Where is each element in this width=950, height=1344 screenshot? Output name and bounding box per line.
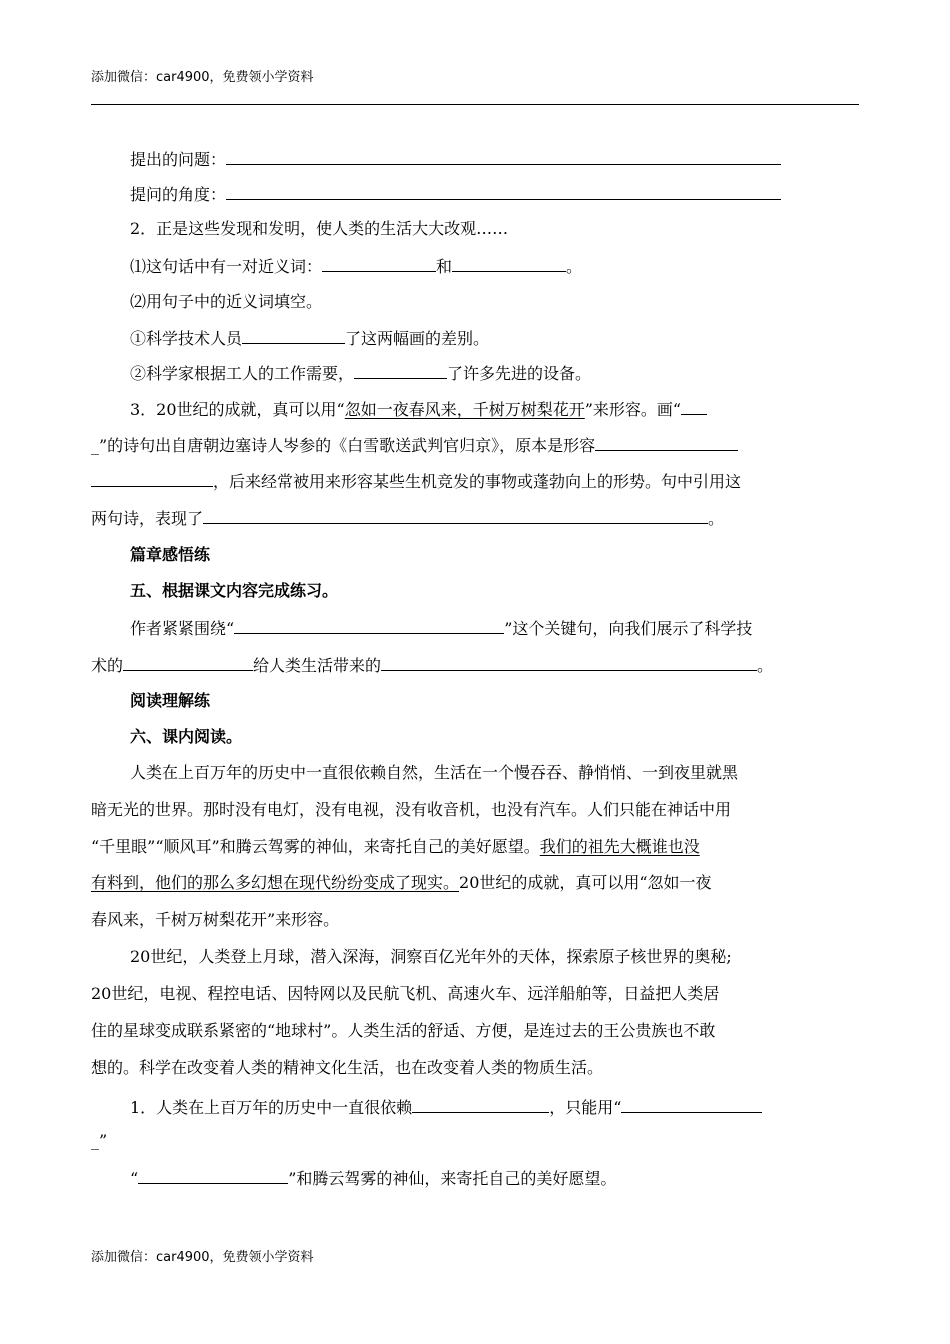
label: 。 xyxy=(708,509,725,528)
answer-blank[interactable] xyxy=(123,654,253,671)
q2-1 xyxy=(130,255,582,278)
label: ①科学技术人员 xyxy=(130,329,243,348)
reading-line: 想的。科学在改变着人类的精神文化生活，也在改变着人类的物质生活。 xyxy=(91,1058,604,1077)
answer-blank[interactable] xyxy=(91,470,213,487)
reading-line: 暗无光的世界。那时没有电灯，没有电视，没有收音机，也没有汽车。人们只能在神话中用 xyxy=(91,800,732,819)
angle-line xyxy=(130,183,781,206)
label: ，后来经常被用来形容某些生机竞发的事物或蓬勃向上的形势。句中引用这 xyxy=(213,472,742,491)
question-line xyxy=(130,148,781,171)
label: 20世纪的成就，真可以用“忽如一夜 xyxy=(459,873,712,892)
label: 给人类生活带来的 xyxy=(253,656,382,675)
label: 和 xyxy=(436,257,453,276)
header-rule xyxy=(91,104,859,105)
underlined-poem: 忽如一夜春风来，千树万树梨花开 xyxy=(344,400,585,419)
label: 作者紧紧围绕“ xyxy=(130,619,235,638)
answer-blank[interactable] xyxy=(412,1096,549,1113)
p5-line2 xyxy=(91,654,773,677)
answer-blank[interactable] xyxy=(203,507,708,524)
reading-line: 20世纪，电视、程控电话、因特网以及民航飞机、高速火车、远洋船舶等，日益把人类居 xyxy=(91,984,720,1003)
answer-blank[interactable] xyxy=(595,434,738,451)
reading-line: 住的星球变成联系紧密的“地球村”。人类生活的舒适、方便，是连过去的王公贵族也不敢 xyxy=(91,1021,716,1040)
label: 提问的角度： xyxy=(130,185,227,204)
answer-blank[interactable] xyxy=(681,398,707,415)
reading-line: 春风来，千树万树梨花开”来形容。 xyxy=(91,910,340,929)
reading-line: 20世纪，人类登上月球，潜入深海，洞察百亿光年外的天体，探索原子核世界的奥秘; xyxy=(130,947,732,966)
q3-line4 xyxy=(91,507,724,530)
label: 了这两幅画的差别。 xyxy=(345,329,490,348)
q2-2a xyxy=(130,327,489,350)
answer-blank[interactable] xyxy=(621,1096,762,1113)
answer-blank[interactable] xyxy=(138,1167,288,1184)
q1-line2: _” xyxy=(91,1131,108,1150)
label: ”这个关键句，向我们展示了科学技 xyxy=(504,619,753,638)
underlined-sentence: 有料到，他们的那么多幻想在现代纷纷变成了现实。 xyxy=(91,873,460,892)
answer-blank[interactable] xyxy=(226,183,781,200)
label: “千里眼”“顺风耳”和腾云驾雾的神仙，来寄托自己的美好愿望。 xyxy=(91,837,540,856)
label: 1．人类在上百万年的历史中一直很依赖 xyxy=(130,1098,413,1117)
label: ②科学家根据工人的工作需要， xyxy=(130,364,355,383)
page-header: 添加微信：car4900，免费领小学资料 xyxy=(91,70,314,85)
label: 了许多先进的设备。 xyxy=(447,364,592,383)
answer-blank[interactable] xyxy=(322,255,436,272)
reading-line: 人类在上百万年的历史中一直很依赖自然，生活在一个慢吞吞、静悄悄、一到夜里就黑 xyxy=(130,763,739,782)
label: 3．20世纪的成就，真可以用“ xyxy=(130,400,345,419)
q1-line3 xyxy=(130,1167,616,1190)
label: 术的 xyxy=(91,656,124,675)
answer-blank[interactable] xyxy=(354,362,447,379)
label: 。 xyxy=(757,656,774,675)
answer-blank[interactable] xyxy=(452,255,566,272)
section-heading: 篇章感悟练 xyxy=(130,545,211,564)
answer-blank[interactable] xyxy=(242,327,345,344)
label: ，只能用“ xyxy=(549,1098,622,1117)
q3-line1 xyxy=(130,398,707,421)
section-heading: 五、根据课文内容完成练习。 xyxy=(130,581,339,600)
q2-2: ⑵用句子中的近义词填空。 xyxy=(130,292,323,311)
q1-line1 xyxy=(130,1096,762,1119)
label: ”和腾云驾雾的神仙，来寄托自己的美好愿望。 xyxy=(288,1169,617,1188)
page-footer: 添加微信：car4900，免费领小学资料 xyxy=(91,1250,314,1265)
q3-line2 xyxy=(91,434,738,457)
label: 提出的问题： xyxy=(130,150,227,169)
underlined-sentence: 我们的祖先大概谁也没 xyxy=(539,837,700,856)
label: ”来形容。画“ xyxy=(584,400,682,419)
label: ⑴这句话中有一对近义词： xyxy=(130,257,323,276)
answer-blank[interactable] xyxy=(226,148,781,165)
answer-blank[interactable] xyxy=(381,654,757,671)
answer-blank[interactable] xyxy=(234,617,504,634)
q2-2b xyxy=(130,362,591,385)
q2-title: 2．正是这些发现和发明，使人类的生活大大改观…… xyxy=(130,219,509,238)
reading-line xyxy=(91,872,712,894)
label: 两句诗，表现了 xyxy=(91,509,204,528)
section-heading: 六、课内阅读。 xyxy=(130,727,243,746)
section-heading: 阅读理解练 xyxy=(130,691,211,710)
label: 。 xyxy=(566,257,583,276)
label: _”的诗句出自唐朝边塞诗人岑参的《白雪歌送武判官归京》，原本是形容 xyxy=(91,436,596,455)
reading-line xyxy=(91,836,700,858)
label: “ xyxy=(130,1169,139,1188)
p5-line1 xyxy=(130,617,752,640)
q3-line3 xyxy=(91,470,741,493)
